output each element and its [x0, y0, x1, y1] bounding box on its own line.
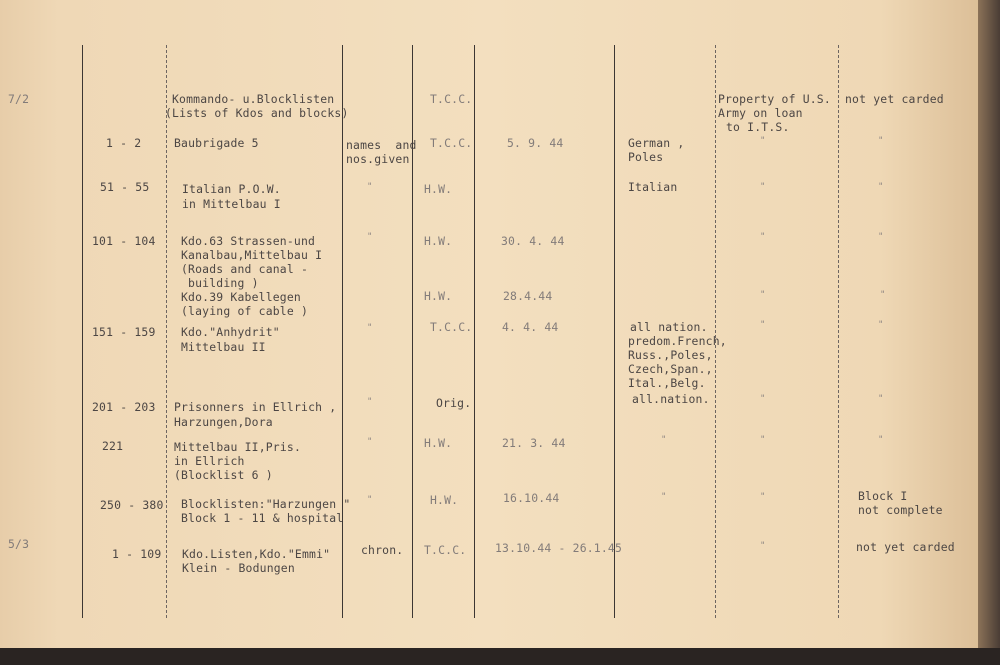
- row-description: building ): [181, 276, 259, 290]
- row-form: H.W.: [424, 436, 453, 450]
- row-date: 28.4.44: [503, 289, 553, 303]
- ditto-mark: ": [760, 232, 766, 242]
- ditto-mark: ": [878, 182, 884, 192]
- ditto-mark: ": [367, 397, 373, 407]
- ditto-mark: ": [661, 435, 667, 445]
- row-description: Mittelbau II,Pris.: [174, 440, 302, 454]
- row-date: 30. 4. 44: [501, 234, 565, 248]
- row-nationality: Italian: [628, 180, 678, 194]
- ditto-mark: ": [367, 437, 373, 447]
- ditto-mark: ": [760, 541, 766, 551]
- ditto-mark: ": [760, 136, 766, 146]
- row-info: chron.: [361, 543, 404, 557]
- ditto-mark: ": [878, 320, 884, 330]
- row-nationality: Russ.,Poles,: [628, 348, 713, 362]
- row-form: H.W.: [424, 182, 453, 196]
- row-form: H.W.: [430, 493, 459, 507]
- row-form: T.C.C.: [430, 136, 473, 150]
- ditto-mark: ": [367, 182, 373, 192]
- row-form: T.C.C.: [430, 320, 473, 334]
- row-remark: not yet carded: [856, 540, 955, 554]
- ditto-mark: ": [878, 136, 884, 146]
- row-info: names and: [346, 138, 417, 152]
- row-description: Kdo.39 Kabellegen: [181, 290, 301, 304]
- ditto-mark: ": [878, 435, 884, 445]
- column-rule: [838, 45, 839, 618]
- row-form: T.C.C.: [424, 543, 467, 557]
- row-nationality: all.nation.: [632, 392, 710, 406]
- row-number: 51 - 55: [100, 180, 150, 194]
- row-nationality: German ,: [628, 136, 685, 150]
- row-description: Mittelbau II: [181, 340, 266, 354]
- row-date: 4. 4. 44: [502, 320, 559, 334]
- row-status: to I.T.S.: [726, 120, 790, 134]
- row-description: Blocklisten:"Harzungen ": [181, 497, 351, 511]
- row-status: Army on loan: [718, 106, 803, 120]
- ditto-mark: ": [878, 232, 884, 242]
- row-number: 250 - 380: [100, 498, 164, 512]
- margin-mark: 5/3: [8, 537, 30, 551]
- row-number: 101 - 104: [92, 234, 156, 248]
- row-nationality: Poles: [628, 150, 664, 164]
- row-form: H.W.: [424, 234, 453, 248]
- row-nationality: Czech,Span.,: [628, 362, 713, 376]
- column-rule: [715, 45, 716, 618]
- ditto-mark: ": [367, 495, 373, 505]
- column-rule: [342, 45, 343, 618]
- ditto-mark: ": [367, 323, 373, 333]
- row-form: H.W.: [424, 289, 453, 303]
- row-description: Harzungen,Dora: [174, 415, 273, 429]
- column-rule: [614, 45, 615, 618]
- row-description: Prisonners in Ellrich ,: [174, 400, 337, 414]
- row-description: (Lists of Kdos and blocks): [165, 106, 349, 120]
- row-description: (Roads and canal -: [181, 262, 309, 276]
- ditto-mark: ": [760, 394, 766, 404]
- row-date: 16.10.44: [503, 491, 560, 505]
- ditto-mark: ": [880, 290, 886, 300]
- ditto-mark: ": [760, 182, 766, 192]
- row-description: in Ellrich: [174, 454, 245, 468]
- row-description: in Mittelbau I: [182, 197, 281, 211]
- row-form: Orig.: [436, 396, 472, 410]
- ditto-mark: ": [661, 492, 667, 502]
- background-surface: [0, 648, 1000, 665]
- ditto-mark: ": [760, 492, 766, 502]
- row-description: Kdo."Anhydrit": [181, 325, 280, 339]
- row-remark: Block I: [858, 489, 908, 503]
- ditto-mark: ": [760, 290, 766, 300]
- row-description: (Blocklist 6 ): [174, 468, 273, 482]
- ditto-mark: ": [760, 320, 766, 330]
- row-number: 1 - 109: [112, 547, 162, 561]
- margin-mark: 7/2: [8, 92, 30, 106]
- row-status: Property of U.S.: [718, 92, 831, 106]
- row-nationality: all nation.: [630, 320, 708, 334]
- row-date: 5. 9. 44: [507, 136, 564, 150]
- column-rule: [474, 45, 475, 618]
- row-description: Kdo.Listen,Kdo."Emmi": [182, 547, 331, 561]
- row-description: Baubrigade 5: [174, 136, 259, 150]
- column-rule: [166, 45, 167, 618]
- row-nationality: Ital.,Belg.: [628, 376, 706, 390]
- row-nationality: predom.French,: [628, 334, 727, 348]
- ditto-mark: ": [760, 435, 766, 445]
- row-remark: not yet carded: [845, 92, 944, 106]
- row-remark: not complete: [858, 503, 943, 517]
- row-description: Klein - Bodungen: [182, 561, 295, 575]
- column-rule: [82, 45, 83, 618]
- ditto-mark: ": [878, 394, 884, 404]
- row-number: 201 - 203: [92, 400, 156, 414]
- row-description: Italian P.O.W.: [182, 182, 281, 196]
- row-description: Block 1 - 11 & hospital: [181, 511, 344, 525]
- column-rule: [412, 45, 413, 618]
- row-description: Kdo.63 Strassen-und: [181, 234, 316, 248]
- row-description: Kommando- u.Blocklisten: [172, 92, 335, 106]
- row-description: Kanalbau,Mittelbau I: [181, 248, 323, 262]
- row-number: 151 - 159: [92, 325, 156, 339]
- page-edge: [978, 0, 1000, 648]
- row-number: 1 - 2: [106, 136, 142, 150]
- row-form: T.C.C.: [430, 92, 473, 106]
- ditto-mark: ": [367, 232, 373, 242]
- row-date: 21. 3. 44: [502, 436, 566, 450]
- row-description: (laying of cable ): [181, 304, 309, 318]
- row-date: 13.10.44 - 26.1.45: [495, 541, 623, 555]
- row-info: nos.given: [346, 152, 410, 166]
- row-number: 221: [102, 439, 124, 453]
